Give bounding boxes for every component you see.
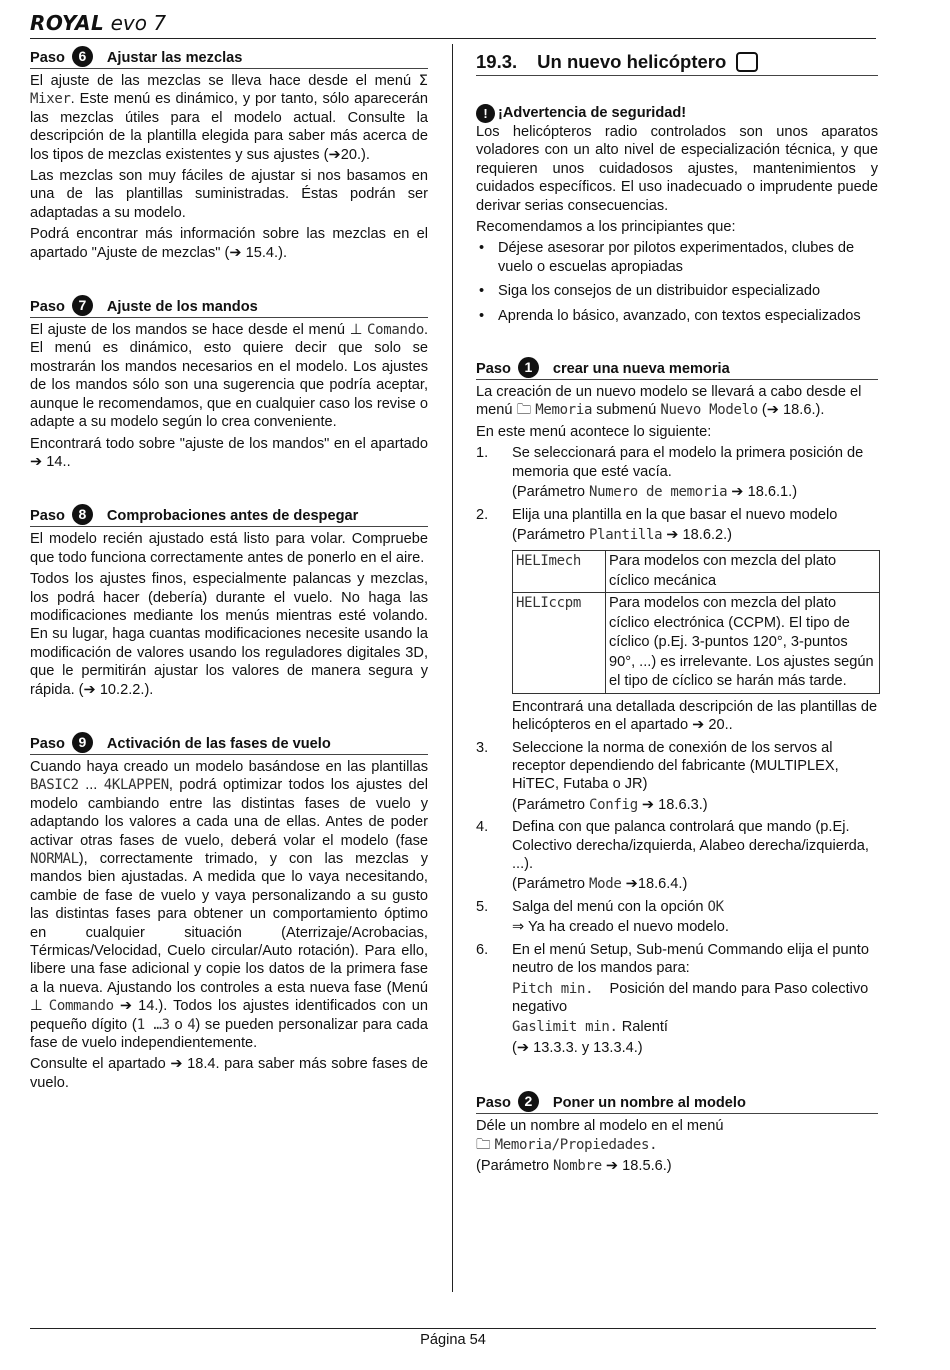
list-item: • Déjese asesorar por pilotos experimentados, clubes de vuelo o escuelas apropiadas <box>479 240 855 275</box>
paragraph: En este menú acontece lo siguiente: <box>476 423 712 440</box>
step-number-icon: 7 <box>72 295 93 316</box>
paragraph: Todos los ajustes finos, especialmente palancas y mezclas, los podrá hacer (debería) durante el vuelo. No haga las modificaciones mediante los menús mientras esté volando. En su lugar, haga cuantas modificaciones necesite usando la modificación de valores usando los reguladores digitales 3D, que le permitirán ajustar los valores de manera segura y rápida. (➔ 10.2.2.). <box>30 571 428 698</box>
paragraph: Podrá encontrar más información sobre las mezclas en el apartado "Ajuste de mezclas" (➔ 15.4.). <box>30 226 428 261</box>
list-item: • Aprenda lo básico, avanzado, con textos especializados <box>479 307 861 324</box>
table-row: HELIccpm Para modelos con mezcla del plato cíclico electrónica (CCPM). El tipo de cíclico (p.Ej. 3-puntos 120°, 3-puntos 90°, ...) es irrelevante. Los ajustes según el tipo de cíclico se harán más tarde. <box>513 593 880 694</box>
list-item: 6. En el menú Setup, Sub-menú Commando elija el punto neutro de los mandos para: Pitch min. Posición del mando para Paso colectivo negativo Gaslimit min. Ralentí (➔ 13.3.3. y 13.3.4.) <box>476 941 869 1056</box>
section-heading: 19.3. Un nuevo helicóptero <box>476 52 878 76</box>
step-2-heading: Paso 2 Poner un nombre al modelo <box>476 1091 878 1114</box>
list-item: 5. Salga del menú con la opción OK ⇒ Ya ha creado el nuevo modelo. <box>476 898 729 936</box>
paragraph: Encontrará todo sobre "ajuste de los mandos" en el apartado ➔ 14.. <box>30 435 428 470</box>
folder-icon: 🗀 <box>516 401 532 419</box>
paragraph: El ajuste de las mezclas se lleva hace desde el menú Σ Mixer. Este menú es dinámico, y por tanto, sólo aparecerán las mezclas útiles para el modelo actual. Consulte la descripción de la plantilla elegida para saber más acerca de los tipos de mezclas existentes y sus ajustes (➔20.). <box>30 72 429 163</box>
list-item: 3. Seleccione la norma de conexión de los servos al receptor dependiendo del fabricante (MULTIPLEX, HiTEC, Futaba o JR) (Parámetro Config ➔ 18.6.3.) <box>476 739 839 813</box>
paragraph: El modelo recién ajustado está listo para volar. Compruebe que todo funciona correctamente antes de ponerlo en el aire. <box>30 531 428 566</box>
list-item: 2. Elija una plantilla en la que basar el nuevo modelo (Parámetro Plantilla ➔ 18.6.2.) HELImech Para modelos con mezcla del plato cíclico mecánica HELIccpm Para modelos con mezcla del plato cíclico electrónica (CCPM). El tipo de cíclico (p.Ej. 3-puntos 120°, 3-puntos 90°, ...) es irrelevante. Los ajustes según el tipo de cíclico se harán más tarde. Encontrará una detallada descripción de las plantillas de helicópteros en el apartado ➔ 20.. <box>476 506 878 735</box>
paragraph: Déle un nombre al modelo en el menú 🗀 Memoria/Propiedades. <box>476 1118 724 1153</box>
paragraph: Cuando haya creado un modelo basándose en las plantillas BASIC2 ... 4KLAPPEN, podrá optimizar todos los ajustes del modelo cambiando entre las distintas fases de vuelo y adaptando los valores a cada una de ellas. Antes de poder activar otras fases de vuelo, deberá volar el modelo (fase NORMAL), correctamente trimado, y con las mezclas y mandos bien ajustadas. A medida que lo vaya necesitando, cambie de fase de vuelo y vaya personalizando a su gusto las distintas fases para obtener un comportamiento óptimo en cualquier situación (Aterrizaje/Acrobacias, Térmicas/Velocidad, Cuelo circular/Auto rotación). Para ello, libere una fase adicional y copie los datos de la primera fase a la nueva. Ajustando los controles a esta nueva fase (Menú ⊥ Commando ➔ 14.). Todos los ajustes identificados con un pequeño dígito (1 …3 o 4) se pueden personalizar para cada fase de vuelo independientemente. <box>30 758 428 1052</box>
list-item: 1. Se seleccionará para el modelo la primera posición de memoria que esté vacía. (Parámetro Numero de memoria ➔ 18.6.1.) <box>476 445 864 501</box>
warning-icon: ! <box>476 104 495 123</box>
page-number: Página 54 <box>420 1332 486 1348</box>
step-number-icon: 1 <box>518 357 539 378</box>
table-note: Encontrará una detallada descripción de las plantillas de helicópteros en el apartado ➔ 20.. <box>512 698 878 734</box>
warning-heading: ! ¡Advertencia de seguridad! <box>476 104 878 123</box>
stick-icon: ⊥ <box>349 321 363 339</box>
step-8-heading: Paso 8 Comprobaciones antes de despegar <box>30 504 428 527</box>
step-number-icon: 2 <box>518 1091 539 1112</box>
paragraph: Recomendamos a los principiantes que: <box>476 219 736 236</box>
step-1-heading: Paso 1 crear una nueva memoria <box>476 357 878 380</box>
list-item: 4. Defina con que palanca controlará que mando (p.Ej. Colectivo derecha/izquierda, Alabeo derecha/izquierda, ...). (Parámetro Mode ➔18.6.4.) <box>476 819 869 893</box>
template-table <box>512 550 880 694</box>
page-footer <box>30 1328 876 1349</box>
step-6-heading: Paso 6 Ajustar las mezclas <box>30 46 428 69</box>
paragraph: (Parámetro Nombre ➔ 18.5.6.) <box>476 1157 672 1174</box>
sigma-icon: Σ <box>418 72 429 89</box>
column-divider <box>452 44 453 1292</box>
stick-icon: ⊥ <box>30 997 43 1015</box>
bullet-list <box>476 239 878 325</box>
right-column <box>476 46 878 1178</box>
step-number-icon: 8 <box>72 504 93 525</box>
paragraph: Los helicópteros radio controlados son unos aparatos voladores con un alto nivel de especialización técnica, y que requieren unos cuidadosos ajustes, mantenimientos y cuidados específicos. El uso inadecuado o imprudente puede derivar serias consecuencias. <box>476 124 878 214</box>
step-number-icon: 6 <box>72 46 93 67</box>
numbered-list <box>476 444 878 1057</box>
paragraph: La creación de un nuevo modelo se llevará a cabo desde el menú 🗀 Memoria submenú Nuevo Modelo (➔ 18.6.). <box>476 384 862 419</box>
paragraph: Consulte el apartado ➔ 18.4. para saber más sobre fases de vuelo. <box>30 1056 428 1091</box>
paragraph: El ajuste de los mandos se hace desde el menú ⊥ Comando. El menú es dinámico, esto quiere decir que solo se mostrarán los mandos necesarios en el modelo. Los ajustes de los mandos sólo son una sugerencia que podría aceptar, aunque le recomendamos, que en cualquier caso los revise o adapte a su modelo según lo crea conveniente. <box>30 321 429 431</box>
step-number-icon: 9 <box>72 732 93 753</box>
step-9-heading: Paso 9 Activación de las fases de vuelo <box>30 732 428 755</box>
folder-icon: 🗀 <box>476 1135 491 1153</box>
table-row: HELImech Para modelos con mezcla del plato cíclico mecánica <box>513 551 880 593</box>
brand-logo: ROYAL evo 7 <box>30 11 167 35</box>
paragraph: Las mezclas son muy fáciles de ajustar si nos basamos en una de las plantillas suministradas. Éstas podrán ser adaptadas a su modelo. <box>30 168 428 221</box>
list-item: • Siga los consejos de un distribuidor especializado <box>479 283 821 300</box>
step-7-heading: Paso 7 Ajuste de los mandos <box>30 295 428 318</box>
left-column <box>30 46 428 1095</box>
helicopter-icon <box>736 52 758 72</box>
page-header <box>30 10 876 39</box>
